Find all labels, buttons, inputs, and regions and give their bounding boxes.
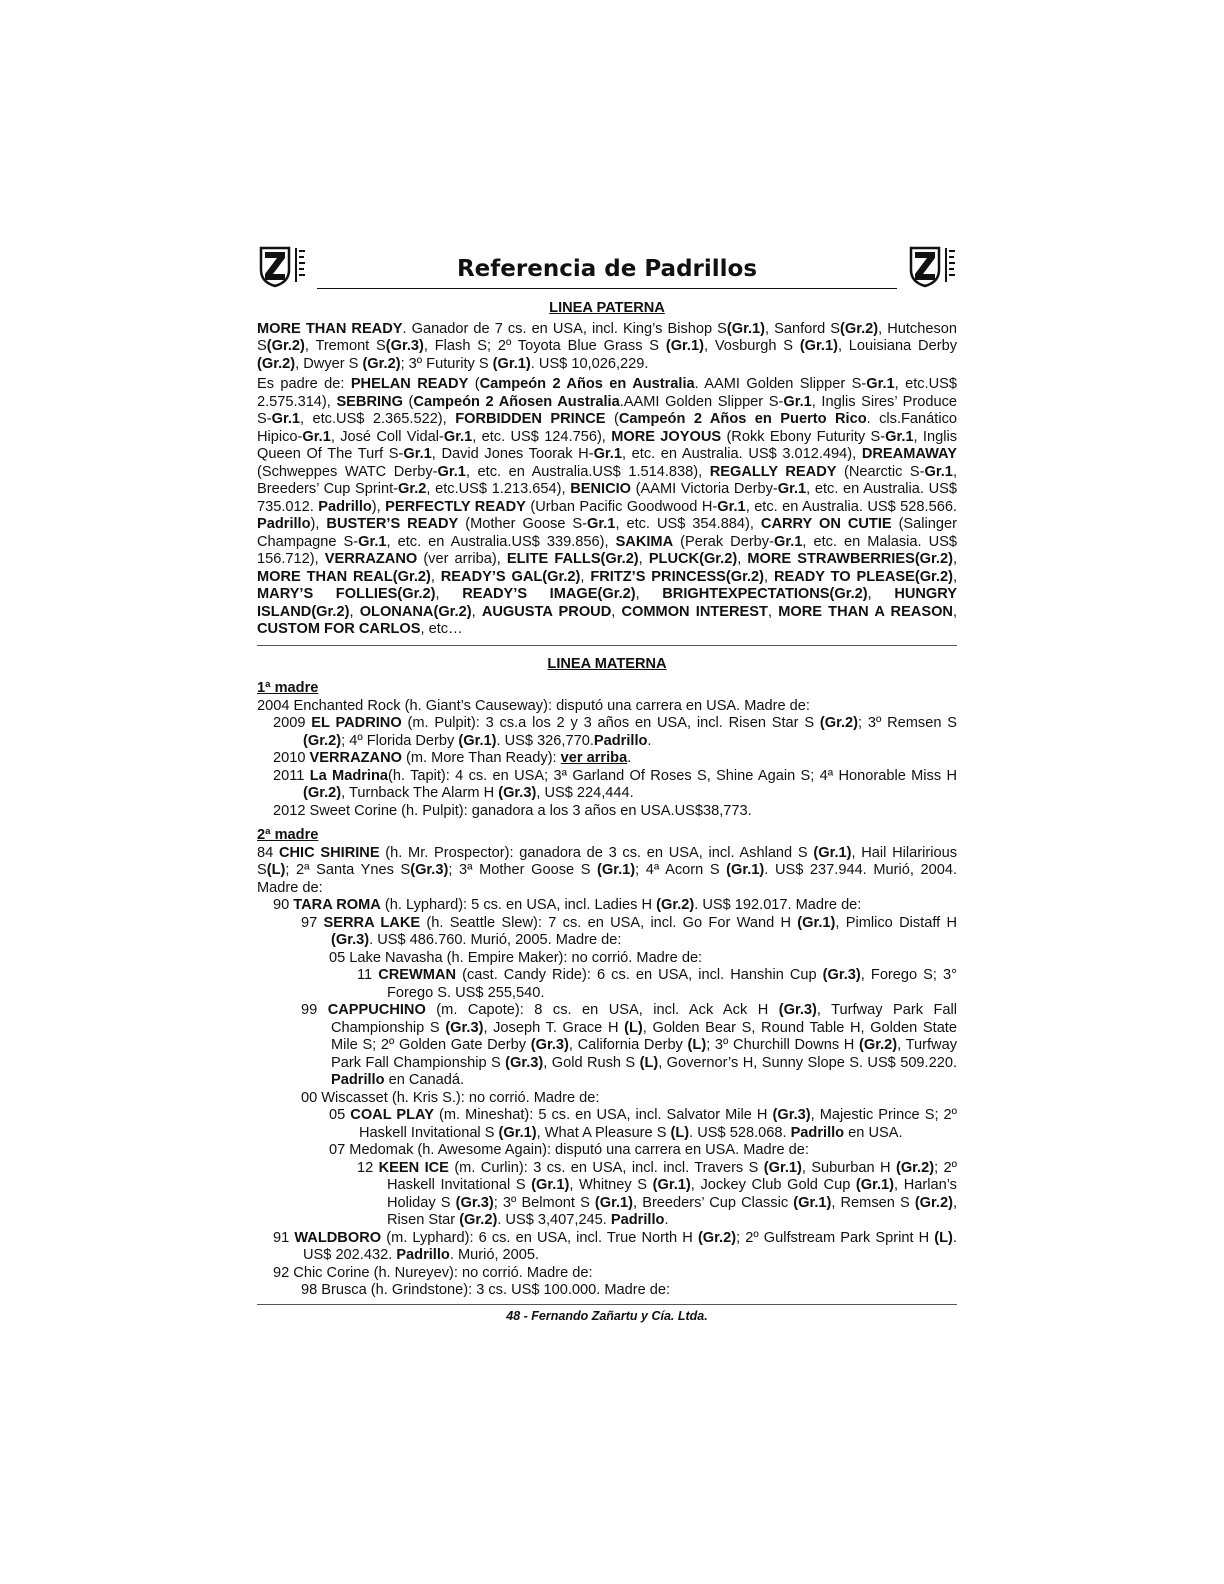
page-title: Referencia de Padrillos: [317, 254, 897, 289]
list-item: 91 WALDBORO (m. Lyphard): 6 cs. en USA, incl. True North H (Gr.2); 2º Gulfstream Park Sprint H (L). US$ 202.432. Padrillo. Murió, 2005.: [273, 1229, 957, 1263]
madre1-text: 2004 Enchanted Rock (h. Giant’s Causeway): disputó una carrera en USA. Madre de:: [257, 697, 810, 714]
divider: [257, 645, 957, 646]
madre2-text: 84 CHIC SHIRINE (h. Mr. Prospector): ganadora de 3 cs. en USA, incl. Ashland S (Gr.1), Hail Hilaririous S(L); 2ª Santa Ynes S(Gr.3); 3ª Mother Goose S (Gr.1); 4ª Acorn S (Gr.1). US$ 237.944. Murió, 2004. Madre de:: [257, 844, 958, 896]
paterna-progeny-text: Es padre de: PHELAN READY (Campeón 2 Años en Australia. AAMI Golden Slipper S-Gr.1, etc.US$ 2.575.314), SEBRING (Campeón 2 Añosen Australia.AAMI Golden Slipper S-Gr.1, Inglis Sires’ Produce S-Gr.1, etc.US$ 2.365.522), FORBIDDEN PRINCE (Campeón 2 Años en Puerto Rico. cls.Fanático Hipico-Gr.1, José Coll Vidal-Gr.1, etc. US$ 124.756), MORE JOYOUS (Rokk Ebony Futurity S-Gr.1, Inglis Queen Of The Turf S-Gr.1, David Jones Toorak H-Gr.1, etc. en Australia. US$ 3.012.494), DREAMAWAY (Schweppes WATC Derby-Gr.1, etc. en Australia.US$ 1.514.838), REGALLY READY (Nearctic S-Gr.1, Breeders’ Cup Sprint-Gr.2, etc.US$ 1.213.654), BENICIO (AAMI Victoria Derby-Gr.1, etc. en Australia. US$ 735.012. Padrillo), PERFECTLY READY (Urban Pacific Goodwood H-Gr.1, etc. en Australia. US$ 528.566. Padrillo), BUSTER’S READY (Mother Goose S-Gr.1, etc. US$ 354.884), CARRY ON CUTIE (Salinger Champagne S-Gr.1, etc. en Australia.US$ 339.856), SAKIMA (Perak Derby-Gr.1, etc. en Malasia. US$ 156.712), VERRAZANO (ver arriba), ELITE FALLS(Gr.2), PLUCK(Gr.2), MORE STRAWBERRIES(Gr.2), MORE THAN REAL(Gr.2), READY’S GAL(Gr.2), FRITZ’S PRINCESS(Gr.2), READY TO PLEASE(Gr.2), MARY’S FOLLIES(Gr.2), READY’S IMAGE(Gr.2), BRIGHTEXPECTATIONS(Gr.2), HUNGRY ISLAND(Gr.2), OLONANA(Gr.2), AUGUSTA PROUD, COMMON INTEREST, MORE THAN A REASON, CUSTOM FOR CARLOS, etc…: [257, 376, 958, 637]
list-item: 90 TARA ROMA (h. Lyphard): 5 cs. en USA, incl. Ladies H (Gr.2). US$ 192.017. Madre de:: [273, 897, 862, 913]
list-item: 97 SERRA LAKE (h. Seattle Slew): 7 cs. en USA, incl. Go For Wand H (Gr.1), Pimlico Distaff H (Gr.3). US$ 486.760. Murió, 2005. Madre de:: [301, 914, 957, 948]
fz-logo: [257, 244, 307, 288]
list-item: 2012 Sweet Corine (h. Pulpit): ganadora a los 3 años en USA.US$38,773.: [273, 802, 752, 819]
page-footer: 48 - Fernando Zañartu y Cía. Ltda.: [506, 1308, 708, 1323]
list-item: 2010 VERRAZANO (m. More Than Ready): ver arriba.: [273, 750, 632, 766]
document-page: [257, 244, 957, 1325]
list-item: 2009 EL PADRINO (m. Pulpit): 3 cs.a los 2 y 3 años en USA, incl. Risen Star S (Gr.2); 3º Remsen S (Gr.2); 4º Florida Derby (Gr.1). US$ 326,770.Padrillo.: [273, 715, 957, 749]
list-item: 99 CAPPUCHINO (m. Capote): 8 cs. en USA, incl. Ack Ack H (Gr.3), Turfway Park Fall Championship S (Gr.3), Joseph T. Grace H (L), Golden Bear S, Round Table H, Golden State Mile S; 2º Golden Gate Derby (Gr.3), California Derby (L); 3º Churchill Downs H (Gr.2), Turfway Park Fall Championship S (Gr.3), Gold Rush S (L), Governor’s H, Sunny Slope S. US$ 509.220. Padrillo en Canadá.: [301, 1002, 958, 1088]
section-title-materna: LINEA MATERNA: [547, 655, 667, 672]
fz-logo: [907, 244, 957, 288]
list-item: 05 COAL PLAY (m. Mineshat): 5 cs. en USA, incl. Salvator Mile H (Gr.3), Majestic Prince S; 2º Haskell Invitational S (Gr.1), What A Pleasure S (L). US$ 528.068. Padrillo en USA.: [329, 1107, 957, 1141]
list-item: 11 CREWMAN (cast. Candy Ride): 6 cs. en USA, incl. Hanshin Cup (Gr.3), Forego S; 3° Forego S. US$ 255,540.: [357, 967, 957, 1001]
section-title-paterna: LINEA PATERNA: [549, 300, 665, 316]
list-item: 98 Brusca (h. Grindstone): 3 cs. US$ 100.000. Madre de:: [301, 1282, 671, 1298]
madre2-label: 2ª madre: [257, 827, 319, 843]
list-item: 00 Wiscasset (h. Kris S.): no corrió. Madre de:: [301, 1089, 600, 1106]
paterna-sire-text: MORE THAN READY. Ganador de 7 cs. en USA, incl. King’s Bishop S(Gr.1), Sanford S(Gr.2), Hutcheson S(Gr.2), Tremont S(Gr.3), Flash S; 2º Toyota Blue Grass S (Gr.1), Vosburgh S (Gr.1), Louisiana Derby (Gr.2), Dwyer S (Gr.2); 3º Futurity S (Gr.1). US$ 10,026,229.: [257, 320, 957, 372]
footer-divider: [257, 1304, 957, 1305]
list-item: 05 Lake Navasha (h. Empire Maker): no corrió. Madre de:: [329, 949, 703, 966]
list-item: 12 KEEN ICE (m. Curlin): 3 cs. en USA, incl. incl. Travers S (Gr.1), Suburban H (Gr.2); 2º Haskell Invitational S (Gr.1), Whitney S (Gr.1), Jockey Club Gold Cup (Gr.1), Harlan’s Holiday S (Gr.3); 3º Belmont S (Gr.1), Breeders’ Cup Classic (Gr.1), Remsen S (Gr.2), Risen Star (Gr.2). US$ 3,407,245. Padrillo.: [357, 1159, 957, 1228]
list-item: 07 Medomak (h. Awesome Again): disputó una carrera en USA. Madre de:: [329, 1142, 809, 1158]
madre1-label: 1ª madre: [257, 680, 319, 696]
list-item: 2011 La Madrina(h. Tapit): 4 cs. en USA; 3ª Garland Of Roses S, Shine Again S; 4ª Honorable Miss H (Gr.2), Turnback The Alarm H (Gr.3), US$ 224,444.: [273, 767, 958, 801]
page-header: [257, 244, 957, 292]
list-item: 92 Chic Corine (h. Nureyev): no corrió. Madre de:: [273, 1264, 593, 1281]
